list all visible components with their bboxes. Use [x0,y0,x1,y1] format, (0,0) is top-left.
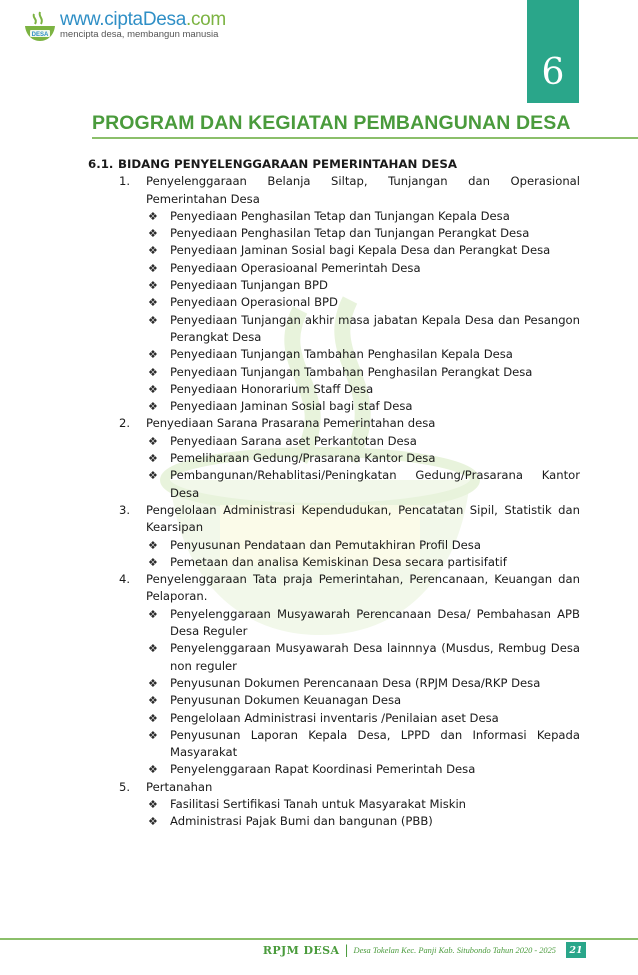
footer-separator: | [344,943,349,957]
diamond-bullet-icon: ❖ [148,296,158,310]
logo-url-part3: .com [185,9,226,30]
item-number: 5. [119,779,131,794]
bullet-item [88,796,580,813]
item-text: Penyediaan Sarana Prasarana Pemerintahan desa [146,416,436,431]
bullet-item [88,208,580,225]
page-footer [263,941,586,959]
item-number: 4. [119,572,131,587]
diamond-bullet-icon: ❖ [148,642,158,656]
bullet-item [88,450,580,467]
bullet-text: Penyelenggaraan Rapat Koordinasi Pemerintah Desa [170,762,476,777]
page-number: 21 [566,942,586,958]
bullet-text: Penyediaan Penghasilan Tetap dan Tunjangan Kepala Desa [170,208,510,223]
item-text: Pengelolaan Administrasi Kependudukan, Pencatatan Sipil, Statistik dan Kearsipan [146,502,580,535]
diamond-bullet-icon: ❖ [148,694,158,708]
bullet-text: Penyediaan Jaminan Sosial bagi staf Desa [170,399,413,414]
diamond-bullet-icon: ❖ [148,279,158,293]
bullet-item [88,554,580,571]
bullet-item [88,242,580,259]
item-text: Penyelenggaraan Belanja Siltap, Tunjangan dan Operasional Pemerintahan Desa [146,174,580,206]
diamond-bullet-icon: ❖ [148,676,158,690]
diamond-bullet-icon: ❖ [148,452,158,466]
title-divider [92,137,638,139]
diamond-bullet-icon: ❖ [148,469,158,483]
bullet-item [88,606,580,641]
diamond-bullet-icon: ❖ [148,607,158,621]
bullet-text: Fasilitasi Sertifikasi Tanah untuk Masyarakat Miskin [170,796,467,811]
diamond-bullet-icon: ❖ [148,434,158,448]
diamond-bullet-icon: ❖ [148,313,158,327]
diamond-bullet-icon: ❖ [148,555,158,569]
logo-url-part2: Desa [142,9,186,30]
bullet-item [88,761,580,778]
numbered-item [88,502,580,537]
bullet-text: Pembangunan/Rehablitasi/Peningkatan Gedung/Prasarana Kantor Desa [170,468,580,500]
numbered-item [88,571,580,606]
diamond-bullet-icon: ❖ [148,763,158,777]
document-body [88,156,580,831]
bullet-item [88,692,580,709]
bullet-item [88,381,580,398]
section-number: 6.1. [88,157,114,171]
bullet-item [88,260,580,277]
logo-bowl-icon [22,10,58,44]
bullet-text: Penyediaan Tunjangan Tambahan Penghasilan Perangkat Desa [170,364,533,379]
diamond-bullet-icon: ❖ [148,797,158,811]
numbered-item [88,173,580,208]
bullet-text: Pemeliharaan Gedung/Prasarana Kantor Desa [170,451,436,466]
logo-url-part1: www.cipta [60,9,143,30]
numbered-item [88,779,580,796]
bullet-text: Penyusunan Pendataan dan Pemutakhiran Profil Desa [170,537,481,552]
bullet-item [88,294,580,311]
bullet-text: Penyediaan Tunjangan BPD [170,278,328,293]
section-items [88,173,580,830]
bullet-text: Administrasi Pajak Bumi dan bangunan (PBB) [170,814,433,829]
bullet-item [88,225,580,242]
item-number: 2. [119,416,131,431]
bullet-item [88,537,580,554]
bullet-text: Penyelenggaraan Musyawarah Perencanaan Desa/ Pembahasan APB Desa Reguler [170,606,580,639]
section-title: BIDANG PENYELENGGARAAN PEMERINTAHAN DESA [118,157,457,171]
diamond-bullet-icon: ❖ [148,244,158,258]
diamond-bullet-icon: ❖ [148,382,158,396]
diamond-bullet-icon: ❖ [148,711,158,725]
diamond-bullet-icon: ❖ [148,261,158,275]
logo-url [60,10,226,29]
bullet-text: Pengelolaan Administrasi inventaris /Penilaian aset Desa [170,710,499,725]
section-heading [88,156,580,173]
item-text: Penyelenggaraan Tata praja Pemerintahan, Perencanaan, Keuangan dan Pelaporan. [146,572,580,604]
page-title: PROGRAM DAN KEGIATAN PEMBANGUNAN DESA [92,112,571,134]
bullet-text: Penyediaan Operasioanal Pemerintah Desa [170,260,421,275]
diamond-bullet-icon: ❖ [148,728,158,742]
bullet-item [88,727,580,762]
bullet-item [88,433,580,450]
site-logo [22,10,226,44]
diamond-bullet-icon: ❖ [148,365,158,379]
bullet-text: Penyediaan Sarana aset Perkantotan Desa [170,433,417,448]
bullet-item [88,640,580,675]
bullet-text: Penyediaan Jaminan Sosial bagi Kepala Desa dan Perangkat Desa [170,243,551,258]
bullet-text: Penyusunan Dokumen Perencanaan Desa (RPJM Desa/RKP Desa [170,675,541,690]
item-number: 3. [119,502,131,517]
bullet-item [88,277,580,294]
chapter-number: 6 [541,52,565,93]
bullet-text: Penyelenggaraan Musyawarah Desa lainnnya (Musdus, Rembug Desa non reguler [170,641,580,673]
item-text: Pertanahan [146,779,213,794]
diamond-bullet-icon: ❖ [148,538,158,552]
bullet-item [88,346,580,363]
logo-tagline: mencipta desa, membangun manusia [60,29,219,40]
numbered-item [88,415,580,432]
chapter-tab [527,0,579,103]
diamond-bullet-icon: ❖ [148,815,158,829]
bullet-item [88,312,580,347]
bullet-item [88,813,580,830]
footer-brand: RPJM DESA [262,943,340,957]
diamond-bullet-icon: ❖ [148,209,158,223]
bullet-text: Penyediaan Tunjangan akhir masa jabatan Kepala Desa dan Pesangon Perangkat Desa [170,312,580,344]
bullet-text: Penyediaan Honorarium Staff Desa [170,381,374,396]
bullet-text: Penyusunan Dokumen Keuanagan Desa [170,693,402,708]
bullet-item [88,467,580,502]
bullet-item [88,398,580,415]
item-number: 1. [119,174,131,189]
bullet-text: Penyediaan Tunjangan Tambahan Penghasilan Kepala Desa [170,347,513,362]
footer-subtitle: Desa Tokelan Kec. Panji Kab. Situbondo Tahun 2020 - 2025 [353,945,556,955]
bullet-text: Penyediaan Penghasilan Tetap dan Tunjangan Perangkat Desa [170,226,530,241]
diamond-bullet-icon: ❖ [148,348,158,362]
diamond-bullet-icon: ❖ [148,400,158,414]
logo-badge: DESA [31,32,49,38]
bullet-item [88,364,580,381]
bullet-text: Penyusunan Laporan Kepala Desa, LPPD dan Informasi Kepada Masyarakat [170,727,580,760]
bullet-item [88,675,580,692]
footer-divider [0,938,638,940]
bullet-item [88,710,580,727]
bullet-text: Pemetaan dan analisa Kemiskinan Desa secara partisifatif [170,554,507,569]
bullet-text: Penyediaan Operasional BPD [170,295,338,310]
diamond-bullet-icon: ❖ [148,227,158,241]
